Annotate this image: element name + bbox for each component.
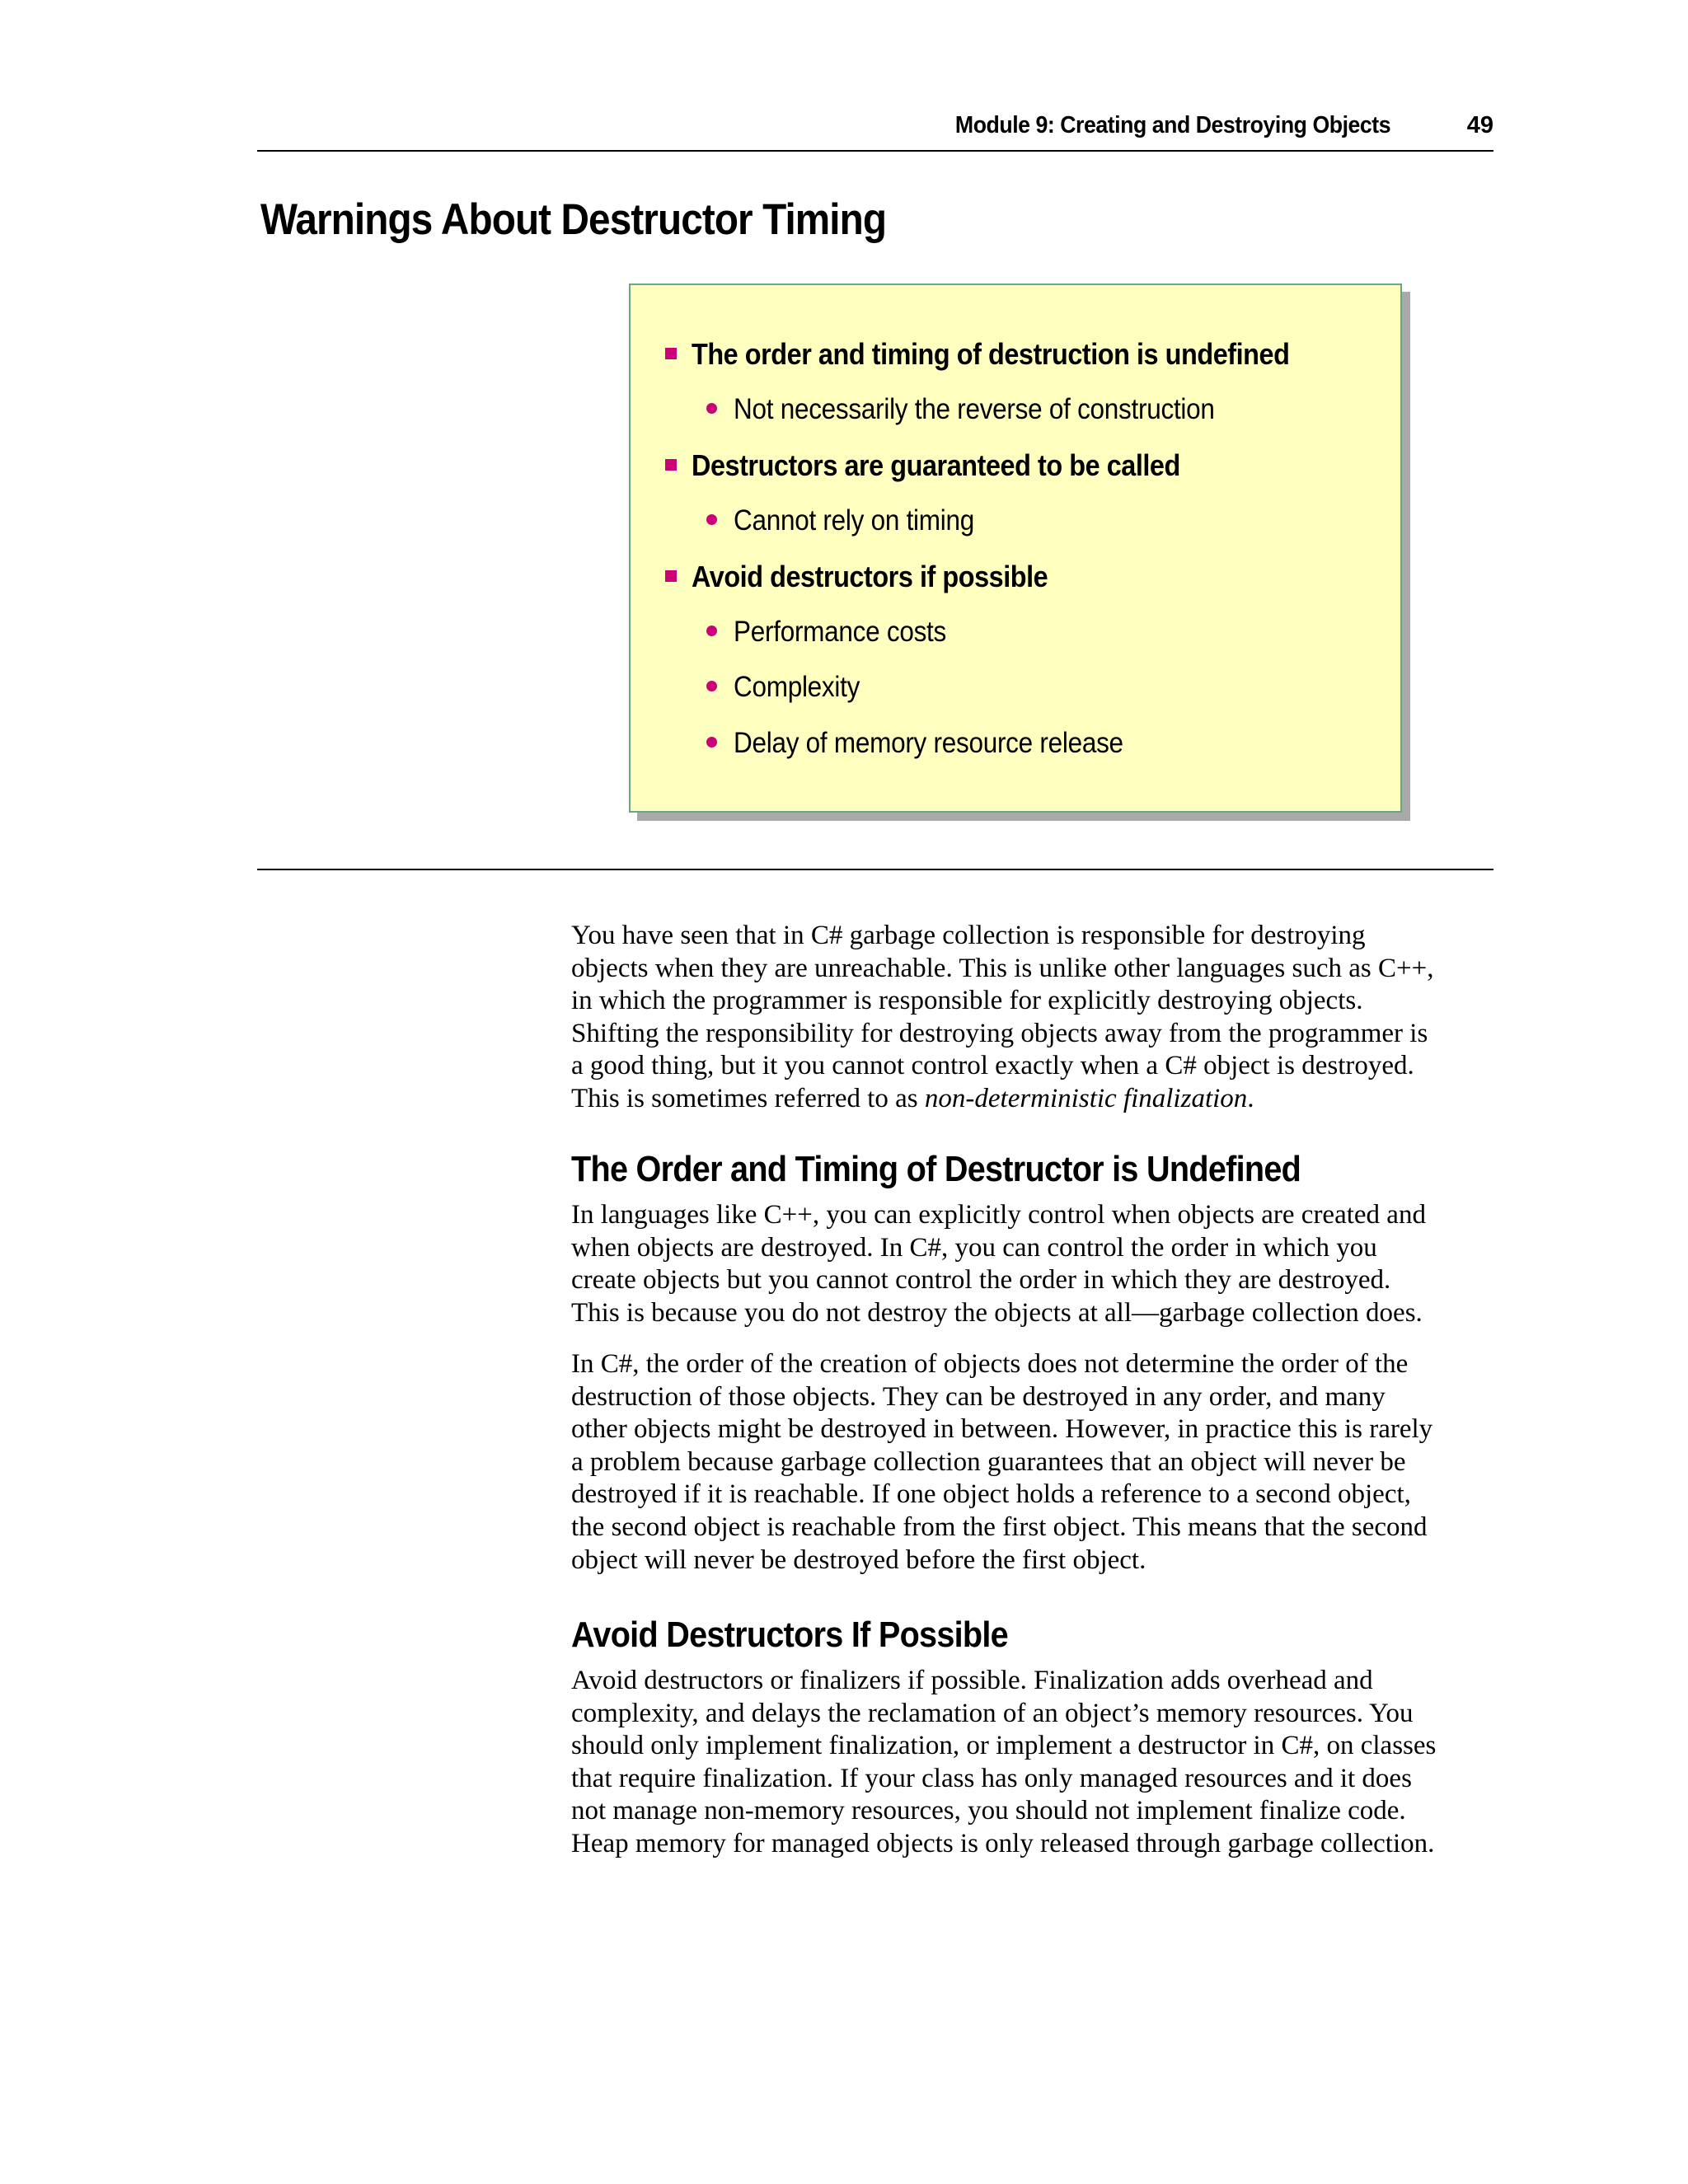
emphasis-term: non-deterministic finalization	[924, 1083, 1248, 1113]
section-avoid-destructors	[571, 1614, 1498, 1657]
paragraph-line: the second object is reachable from the first object. This means that the second	[571, 1511, 1428, 1542]
slide-bullet-text: Destructors are guaranteed to be called	[692, 448, 1180, 482]
paragraph-line: This is because you do not destroy the objects at all—garbage collection does.	[571, 1297, 1423, 1328]
paragraph-line: Heap memory for managed objects is only released through garbage collection.	[571, 1828, 1435, 1858]
intro-paragraph	[571, 920, 1498, 1116]
paragraph-line: create objects but you cannot control the order in which they are destroyed.	[571, 1265, 1391, 1296]
section-divider	[257, 869, 1493, 870]
section-order-timing	[571, 1148, 1498, 1191]
intro-line: objects when they are unreachable. This is unlike other languages such as C++,	[571, 953, 1434, 983]
square-bullet-icon	[665, 459, 677, 471]
square-bullet-icon	[665, 348, 677, 359]
slide-bullet-text: Cannot rely on timing	[734, 504, 974, 537]
round-bullet-icon	[706, 626, 717, 636]
slide-box	[629, 284, 1402, 813]
slide-bullet-level2	[706, 616, 970, 649]
paragraph-text	[571, 1199, 1498, 1329]
paragraph-line: complexity, and delays the reclamation of an object’s memory resources. You	[571, 1698, 1414, 1728]
round-bullet-icon	[706, 403, 717, 414]
intro-line: You have seen that in C# garbage collection is responsible for destroying	[571, 921, 1366, 950]
intro-line: Shifting the responsibility for destroying objects away from the programmer is	[571, 1018, 1428, 1048]
paragraph-line: In languages like C++, you can explicitly control when objects are created and	[571, 1200, 1426, 1230]
slide-bullet-text: Delay of memory resource release	[734, 727, 1123, 759]
slide-bullet-text: Complexity	[734, 671, 860, 703]
paragraph-line: should only implement finalization, or implement a destructor in C#, on classes	[571, 1731, 1437, 1761]
paragraph-line: destroyed if it is reachable. If one object holds a reference to a second object,	[571, 1479, 1411, 1510]
slide-bullet-level2	[706, 671, 874, 704]
square-bullet-icon	[665, 570, 677, 582]
intro-line-suffix: .	[1247, 1083, 1254, 1113]
paragraph-text	[571, 1665, 1498, 1861]
intro-line: in which the programmer is responsible for explicitly destroying objects.	[571, 986, 1363, 1016]
paragraph-line: not manage non-memory resources, you should not implement finalize code.	[571, 1796, 1406, 1826]
slide-bullet-level2	[706, 393, 1268, 426]
slide-bullet-level2	[706, 727, 1166, 760]
page-number: 49	[1466, 112, 1493, 138]
round-bullet-icon	[706, 681, 717, 691]
intro-line-prefix: This is sometimes referred to as	[571, 1083, 925, 1113]
paragraph-line: Avoid destructors or finalizers if possible. Finalization adds overhead and	[571, 1666, 1373, 1695]
paragraph-line: other objects might be destroyed in between. However, in practice this is rarely	[571, 1414, 1433, 1445]
slide-bullet-text: Performance costs	[734, 616, 947, 648]
section1-paragraph1	[571, 1199, 1498, 1329]
round-bullet-icon	[706, 737, 717, 748]
paragraph-line: a problem because garbage collection guarantees that an object will never be	[571, 1446, 1406, 1477]
slide-bullet-level1	[665, 337, 1356, 372]
section1-paragraph2	[571, 1348, 1498, 1577]
section-heading: Avoid Destructors If Possible	[571, 1615, 1008, 1655]
paragraph-line: when objects are destroyed. In C#, you can control the order in which you	[571, 1232, 1377, 1263]
round-bullet-icon	[706, 514, 717, 525]
paragraph-text	[571, 1348, 1498, 1577]
slide-bullet-level1	[665, 448, 1235, 483]
slide-bullet-text: The order and timing of destruction is undefined	[692, 337, 1290, 371]
paragraph-line: destruction of those objects. They can be destroyed in any order, and many	[571, 1381, 1386, 1412]
running-header	[257, 110, 1493, 152]
section-heading: The Order and Timing of Destructor is Undefined	[571, 1149, 1301, 1189]
slide-bullet-level1	[665, 560, 1087, 594]
running-title: Module 9: Creating and Destroying Objects	[954, 112, 1390, 138]
intro-line: a good thing, but it you cannot control exactly when a C# object is destroyed.	[571, 1051, 1414, 1081]
section2-paragraph1	[571, 1665, 1498, 1861]
slide-bullet-text: Avoid destructors if possible	[692, 560, 1048, 593]
paragraph-line: that require finalization. If your class has only managed resources and it does	[571, 1763, 1412, 1793]
paragraph-line: object will never be destroyed before the first object.	[571, 1544, 1146, 1575]
slide-bullet-text: Not necessarily the reverse of construction	[734, 393, 1215, 425]
intro-text	[571, 920, 1498, 1116]
slide-bullet-level2	[706, 504, 1001, 537]
paragraph-line: In C#, the order of the creation of objects does not determine the order of the	[571, 1349, 1409, 1379]
page-title: Warnings About Destructor Timing	[260, 195, 887, 244]
